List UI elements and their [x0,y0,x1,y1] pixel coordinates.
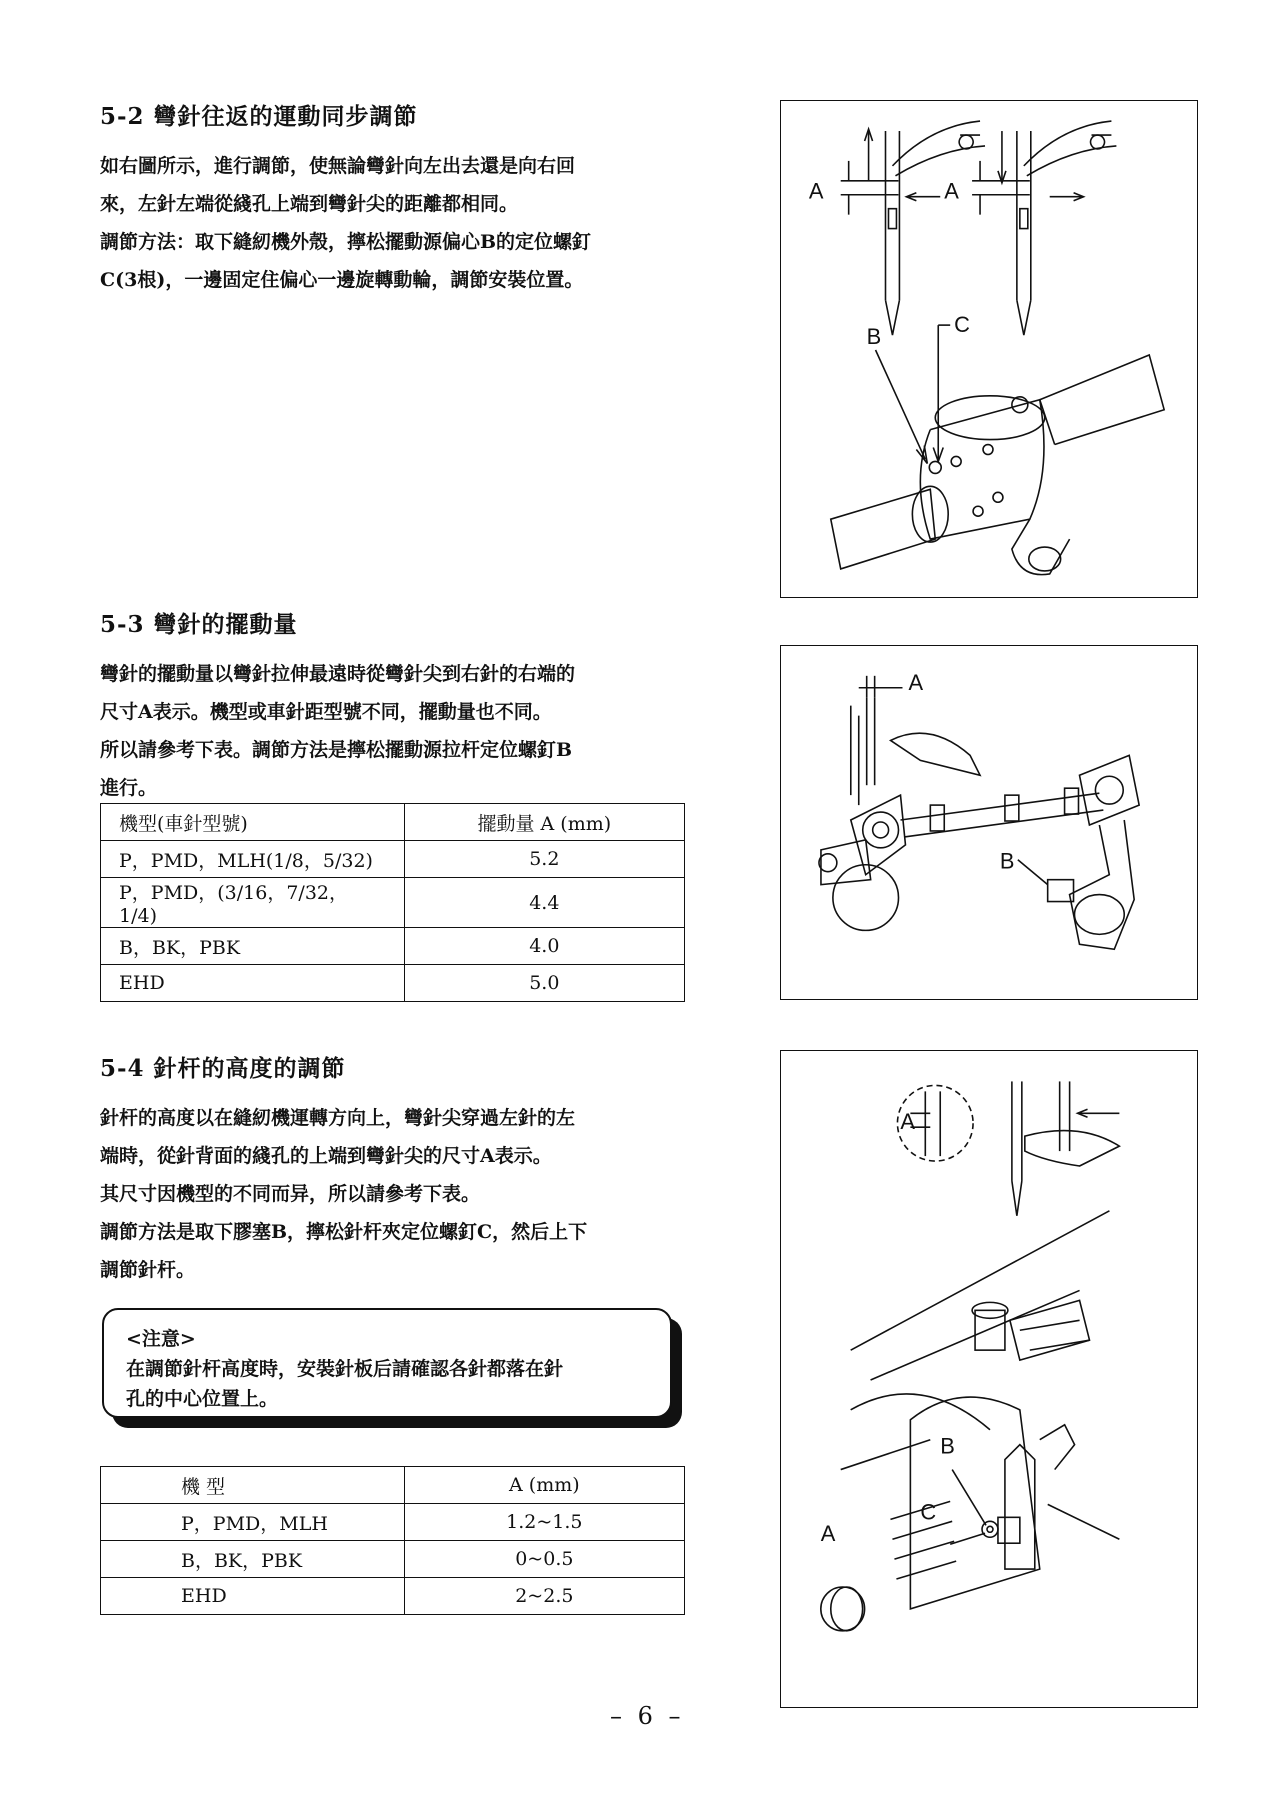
table-header-row [101,804,685,841]
note-line: 孔的中心位置上。 [126,1388,279,1410]
table-cell: P，PMD，MLH [101,1504,405,1541]
caution-note [102,1308,672,1418]
label-c: C [920,1499,937,1525]
table-cell: 1.2~1.5 [404,1504,684,1541]
body-line: 調節針杆。 [100,1259,196,1281]
label-a: A [808,178,824,204]
body-line: 調節方法：取下縫紉機外殼，擰松擺動源偏心B的定位螺釘 [100,231,592,253]
note-title: <注意> [126,1328,196,1350]
table-cell: 4.0 [404,928,684,965]
figure-looper-timing-drawing [781,101,1197,597]
table-row [101,1578,685,1615]
figure-looper-swing [780,645,1198,1000]
body-line: 所以請參考下表。調節方法是擰松擺動源拉杆定位螺釘B [100,739,573,761]
figure-looper-swing-drawing [781,646,1197,999]
figure-needle-bar-height-drawing [781,1051,1197,1707]
table-row [101,965,685,1002]
table-cell: 5.2 [404,841,684,878]
figure-needle-bar-height [780,1050,1198,1708]
label-b: B [940,1433,955,1459]
table-cell: 2~2.5 [404,1578,684,1615]
table-cell: EHD [101,965,405,1002]
section-body [100,147,690,299]
table-header-row [101,1467,685,1504]
table-cell: 4.4 [404,878,684,928]
body-line: 如右圖所示，進行調節，使無論彎針向左出去還是向右回 [100,155,576,177]
table-cell: EHD [101,1578,405,1615]
body-line: 尺寸A表示。機型或車針距型號不同，擺動量也不同。 [100,701,552,723]
body-line: C(3根)，一邊固定住偏心一邊旋轉動輪，調節安裝位置。 [100,269,584,291]
table-header: 擺動量 A (mm) [404,804,684,841]
table-cell: P，PMD，MLH(1/8，5/32) [101,841,405,878]
body-line: 調節方法是取下膠塞B，擰松針杆夾定位螺釘C，然后上下 [100,1221,588,1243]
table-row [101,1541,685,1578]
table-cell: B，BK，PBK [101,1541,405,1578]
table-cell: P，PMD，(3/16，7/32，1/4) [101,878,405,928]
label-a: A [900,1109,916,1135]
section-5-4 [100,1050,690,1289]
table-row [101,841,685,878]
table-row [101,928,685,965]
section-body [100,655,690,807]
body-line: 針杆的高度以在縫紉機運轉方向上，彎針尖穿過左針的左 [100,1107,576,1129]
page-number: – 6 – [610,1702,685,1730]
label-a: A [944,178,959,204]
table-header: A (mm) [404,1467,684,1504]
label-a: A [908,669,924,695]
section-heading: 5-3 彎針的擺動量 [100,611,298,638]
table-header: 機 型 [101,1467,405,1504]
label-c: C [954,312,970,338]
label-a: A [820,1521,836,1547]
section-5-3 [100,606,690,807]
body-line: 彎針的擺動量以彎針拉伸最遠時從彎針尖到右針的右端的 [100,663,576,685]
body-line: 進行。 [100,777,158,799]
table-header: 機型(車針型號) [101,804,405,841]
table-row [101,1504,685,1541]
section-body [100,1099,690,1289]
table-row [101,878,685,928]
label-b: B [866,324,882,350]
note-line: 在調節針杆高度時，安裝針板后請確認各針都落在針 [126,1358,564,1380]
section-5-2 [100,98,690,299]
swing-amount-table [100,803,685,1002]
table-cell: 5.0 [404,965,684,1002]
needle-bar-height-table [100,1466,685,1615]
section-heading: 5-2 彎針往返的運動同步調節 [100,103,418,130]
body-line: 來，左針左端從綫孔上端到彎針尖的距離都相同。 [100,193,519,215]
table-cell: 0~0.5 [404,1541,684,1578]
body-line: 其尺寸因機型的不同而异，所以請參考下表。 [100,1183,481,1205]
body-line: 端時，從針背面的綫孔的上端到彎針尖的尺寸A表示。 [100,1145,552,1167]
figure-looper-timing [780,100,1198,598]
table-cell: B，BK，PBK [101,928,405,965]
section-heading: 5-4 針杆的高度的調節 [100,1055,346,1082]
label-b: B [999,848,1015,874]
